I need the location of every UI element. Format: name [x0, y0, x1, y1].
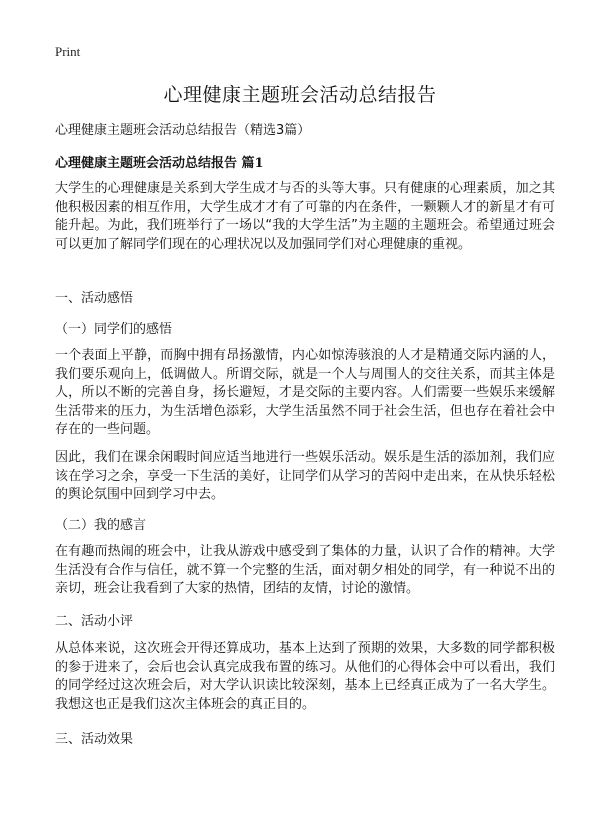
- print-label: Print: [55, 44, 81, 59]
- classmates-paragraph-1: 一个表面上平静，而胸中拥有昂扬激情，内心如惊涛骇浪的人才是精通交际内涵的人，我们要乐观向上，低调做人。所谓交际，就是一个人与周围人的交往关系，而其主体是人，所以不断的完善自身，扬长避短，才是交际的主要内容。人们需要一些娱乐来缓解生活带来的压力，为生活增色添彩，大学生活虽然不同于社会生活，但也存在着社会中存在的一些问题。: [55, 348, 555, 437]
- document-title: 心理健康主题班会活动总结报告: [163, 84, 437, 106]
- heading-effect: 三、活动效果: [55, 732, 134, 747]
- heading-review: 二、活动小评: [55, 614, 134, 629]
- review-paragraph: 从总体来说，这次班会开得还算成功，基本上达到了预期的效果，大多数的同学都积极的参于进来了，会后也会认真完成我布置的练习。从他们的心得体会中可以看出，我们的同学经过这次班会后，对大学认识读比较深刻，基本上已经真正成为了一名大学生。我想这也正是我们这次主体班会的真正目的。: [55, 641, 555, 712]
- document-subtitle: 心理健康主题班会活动总结报告（精选3篇）: [55, 123, 311, 138]
- heading-classmates: （一）同学们的感悟: [55, 322, 173, 337]
- section-title: 心理健康主题班会活动总结报告 篇1: [55, 156, 264, 171]
- heading-mine: （二）我的感言: [55, 518, 147, 533]
- mine-paragraph: 在有趣而热闹的班会中，让我从游戏中感受到了集体的力量，认识了合作的精神。大学生活没有合作与信任，就不算一个完整的生活，面对朝夕相处的同学，有一种说不出的亲切，班会让我看到了大家的热情，团结的友情，讨论的激情。: [55, 544, 555, 596]
- classmates-paragraph-2: 因此，我们在课余闲暇时间应适当地进行一些娱乐活动。娱乐是生活的添加剂，我们应该在学习之余，享受一下生活的美好，让同学们从学习的苦闷中走出来，在从快乐轻松的舆论氛围中回到学习中去。: [55, 450, 555, 502]
- intro-paragraph: 大学生的心理健康是关系到大学生成才与否的头等大事。只有健康的心理素质，加之其他积极因素的相互作用，大学生成才才有了可靠的内在条件，一颗颗人才的新星才有可能升起。为此，我们班举行了一场以“我的大学生活”为主题的主题班会。希望通过班会可以更加了解同学们现在的心理状况以及加强同学们对心理健康的重视。: [55, 181, 555, 252]
- heading-feelings: 一、活动感悟: [55, 291, 134, 306]
